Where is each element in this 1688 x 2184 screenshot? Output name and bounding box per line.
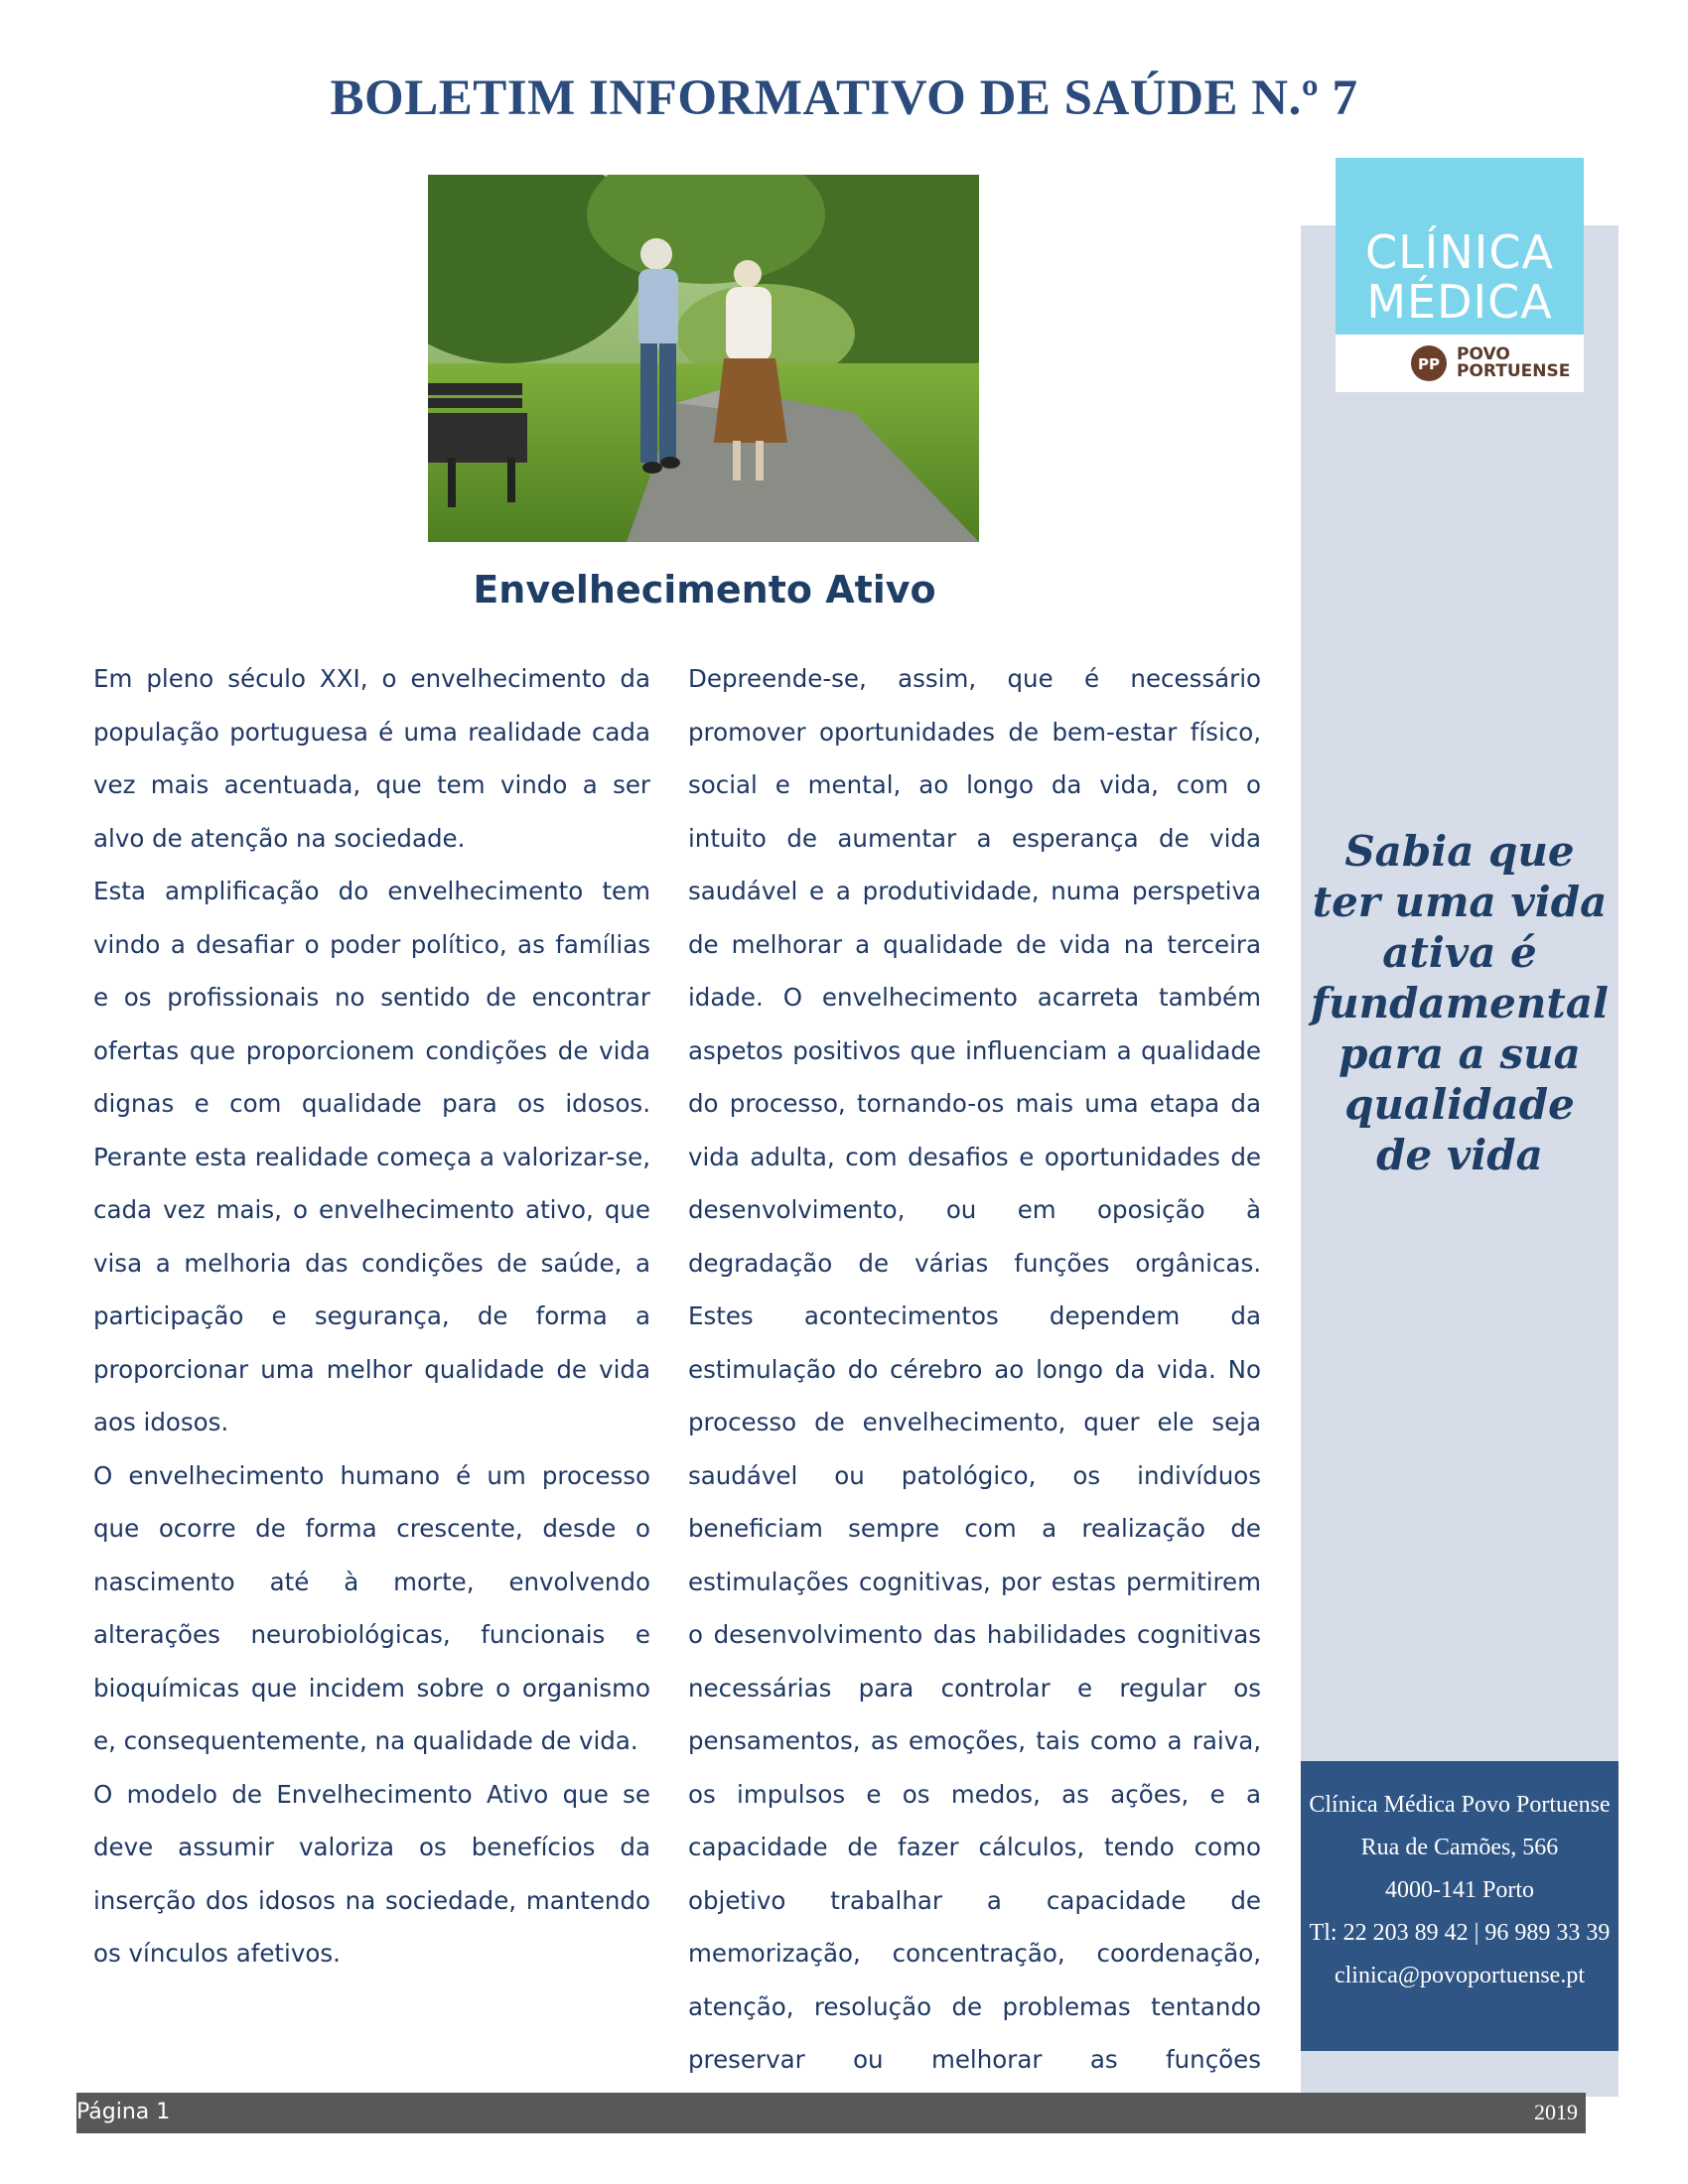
bulletin-title: BOLETIM INFORMATIVO DE SAÚDE N.º 7 bbox=[330, 70, 1358, 126]
clinic-city: 4000-141 Porto bbox=[1385, 1877, 1534, 1903]
logo-banner bbox=[1336, 158, 1584, 335]
clinic-street: Rua de Camões, 566 bbox=[1360, 1835, 1559, 1860]
paragraph: Em pleno século XXI, o envelhecimento da população portuguesa é uma realidade cada vez mais acentuada, que tem vindo a ser alvo de atenção na sociedade. bbox=[93, 664, 650, 853]
clinic-name: Clínica Médica Povo Portuense bbox=[1309, 1792, 1611, 1818]
svg-text:PP: PP bbox=[1418, 355, 1440, 373]
elderly-couple-walking-photo bbox=[428, 175, 979, 542]
clinic-logo bbox=[1336, 158, 1584, 392]
logo-line-1: CLÍNICA bbox=[1365, 225, 1554, 279]
paragraph: Depreende-se, assim, que é necessário promover oportunidades de bem-estar físico, social e mental, ao longo da vida, com o intuito de aumentar a esperança de vida saudável e a produtividade, numa perspetiva de melhorar a qualidade de vida na terceira idade. O envelhecimento acarreta também aspetos positivos que influenciam a qualidade do processo, tornando-os mais uma etapa da vida adulta, com desafios e oportunidades de desenvolvimento, ou em oposição à degradação de várias funções orgânicas. Estes acontecimentos dependem da estimulação do cérebro ao longo da vida. No processo de envelhecimento, quer ele seja saudável ou patológico, os indivíduos beneficiam sempre com a realização de estimulações cognitivas, por estas permitirem o desenvolvimento das habilidades cognitivas necessárias para controlar e regular os pensamentos, as emoções, tais como a raiva, os impulsos e os medos, as ações, e a capacidade de fazer cálculos, tendo como objetivo trabalhar a capacidade de memorização, concentração, coordenação, atenção, resolução de problemas tentando preservar ou melhorar as funções bbox=[688, 664, 1261, 2074]
article-right-column bbox=[688, 652, 1261, 2139]
paragraph: Esta amplificação do envelhecimento tem vindo a desafiar o poder político, as famílias e os profissionais no sentido de encontrar ofertas que proporcionem condições de vida dignas e com qualidade para os idosos. Perante esta realidade começa a valorizar-se, cada vez mais, o envelhecimento ativo, que visa a melhoria das condições de saúde, a participação e segurança, de forma a proporcionar uma melhor qualidade de vida aos idosos. bbox=[93, 877, 650, 1436]
footer-year: 2019 bbox=[1534, 2100, 1578, 2124]
sidebar-quote: Sabia que ter uma vida ativa é fundamental para a sua qualidade de vida bbox=[1311, 827, 1609, 1179]
paragraph: O envelhecimento humano é um processo que ocorre de forma crescente, desde o nascimento até à morte, envolvendo alterações neurobiológicas, funcionais e bioquímicas que incidem sobre o organismo e, consequentemente, na qualidade de vida. bbox=[93, 1460, 650, 1755]
clinic-address-box bbox=[1301, 1761, 1618, 2051]
clinic-phone: Tl: 22 203 89 42 | 96 989 33 39 bbox=[1309, 1920, 1611, 1946]
paragraph: O modelo de Envelhecimento Ativo que se deve assumir valoriza os benefícios da inserção dos idosos na sociedade, mantendo os vínculos afetivos. bbox=[93, 1779, 650, 1968]
clinic-email-link[interactable]: clinica@povoportuense.pt bbox=[1334, 1963, 1586, 1988]
page-number: Página 1 bbox=[76, 2100, 171, 2124]
logo-sub-banner bbox=[1336, 335, 1584, 392]
logo-sub-line-2: PORTUENSE bbox=[1457, 361, 1571, 381]
page-footer bbox=[76, 2093, 1586, 2133]
povo-portuense-emblem-icon bbox=[1410, 344, 1448, 382]
logo-line-2: MÉDICA bbox=[1366, 275, 1553, 329]
logo-sub-text bbox=[1457, 346, 1570, 380]
logo-sub-line-1: POVO bbox=[1457, 344, 1510, 364]
article-title: Envelhecimento Ativo bbox=[473, 568, 936, 612]
article-left-column bbox=[93, 652, 650, 1980]
